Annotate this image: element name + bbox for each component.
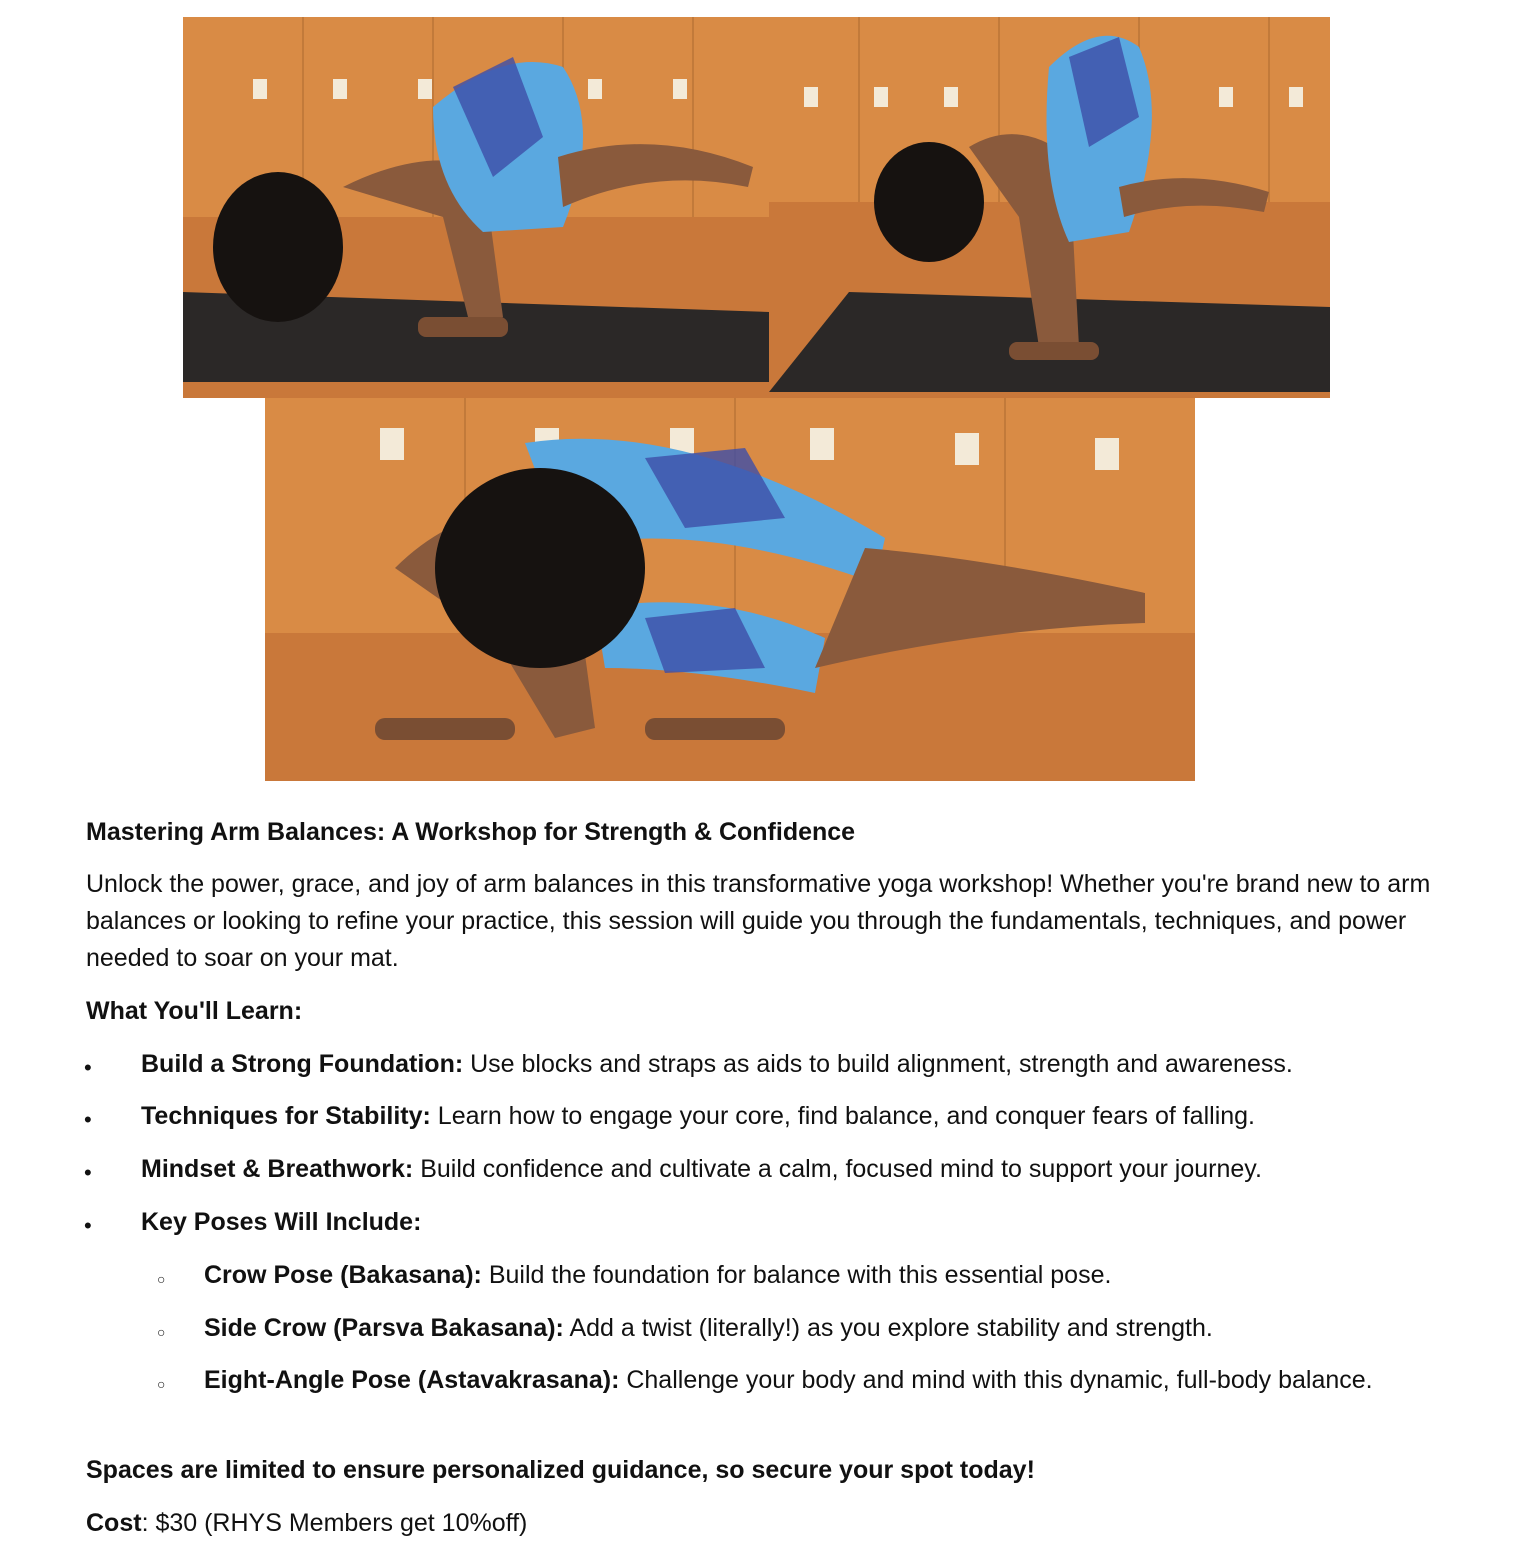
bullet-marker: • bbox=[84, 1213, 92, 1238]
bullet-marker: • bbox=[84, 1055, 92, 1080]
list-item bbox=[141, 1098, 1491, 1135]
sub-bullet-marker: ○ bbox=[157, 1324, 166, 1340]
bullet-marker: • bbox=[84, 1160, 92, 1185]
cost-text: : $30 (RHYS Members get 10%off) bbox=[141, 1509, 528, 1537]
workshop-title: Mastering Arm Balances: A Workshop for Strength & Confidence bbox=[86, 818, 856, 846]
list-item bbox=[141, 1151, 1491, 1188]
pose-item bbox=[204, 1362, 1444, 1399]
pose-text: Build the foundation for balance with this essential pose. bbox=[481, 1261, 1112, 1289]
crow-pose-photo bbox=[183, 17, 769, 398]
workshop-intro: Unlock the power, grace, and joy of arm balances in this transformative yoga workshop! Whether you're brand new to arm balances or looking to refine your practice, this session will guide you through the fundamentals, techniques, and power needed to soar on your mat. bbox=[86, 870, 1431, 972]
list-item bbox=[141, 1046, 1491, 1083]
sub-bullet-marker: ○ bbox=[157, 1376, 166, 1392]
item-label: Build a Strong Foundation: bbox=[141, 1050, 464, 1078]
bullet-marker: • bbox=[84, 1107, 92, 1132]
learn-heading: What You'll Learn: bbox=[86, 997, 303, 1025]
list-item bbox=[141, 1204, 1491, 1241]
item-label: Key Poses Will Include: bbox=[141, 1208, 422, 1236]
side-crow-pose-photo bbox=[769, 17, 1330, 398]
eight-angle-pose-photo bbox=[265, 398, 1195, 781]
pose-item bbox=[204, 1257, 1464, 1294]
sub-bullet-marker: ○ bbox=[157, 1271, 166, 1287]
item-text: Build confidence and cultivate a calm, focused mind to support your journey. bbox=[413, 1155, 1262, 1183]
pose-label: Crow Pose (Bakasana): bbox=[204, 1261, 482, 1289]
item-text: Use blocks and straps as aids to build alignment, strength and awareness. bbox=[463, 1050, 1293, 1078]
item-label: Techniques for Stability: bbox=[141, 1102, 431, 1130]
pose-text: Challenge your body and mind with this dynamic, full-body balance. bbox=[619, 1366, 1373, 1394]
cost-label: Cost bbox=[86, 1509, 142, 1537]
pose-text: Add a twist (literally!) as you explore stability and strength. bbox=[563, 1314, 1213, 1342]
item-text: Learn how to engage your core, find balance, and conquer fears of falling. bbox=[430, 1102, 1256, 1130]
call-to-action: Spaces are limited to ensure personalized guidance, so secure your spot today! bbox=[86, 1456, 1035, 1484]
pose-item bbox=[204, 1310, 1464, 1347]
pose-label: Eight-Angle Pose (Astavakrasana): bbox=[204, 1366, 620, 1394]
item-label: Mindset & Breathwork: bbox=[141, 1155, 414, 1183]
pose-label: Side Crow (Parsva Bakasana): bbox=[204, 1314, 564, 1342]
cost-line bbox=[86, 1505, 1466, 1542]
